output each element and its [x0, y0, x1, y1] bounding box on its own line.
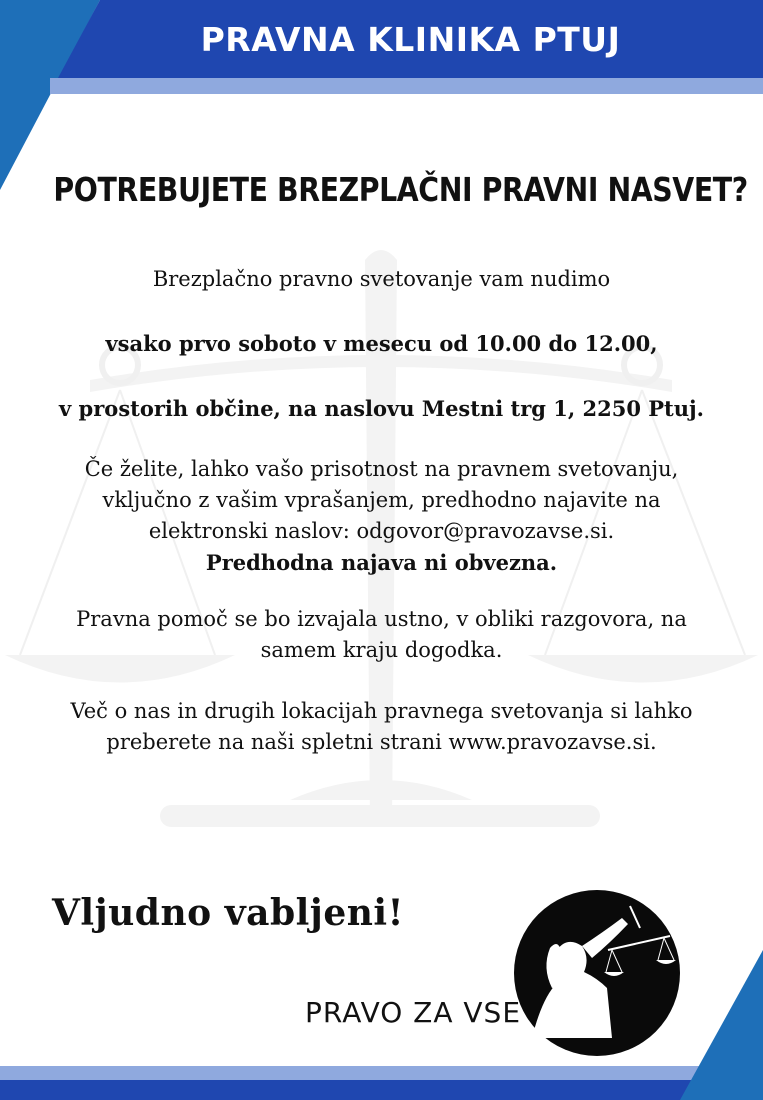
location-text: v prostorih občine, na naslovu Mestni trg 1, 2250 Ptuj. [59, 396, 704, 421]
logo-text: PRAVO ZA VSE [305, 996, 522, 1029]
greeting-text: Vljudno vabljeni! [52, 892, 404, 934]
intro-text: Brezplačno pravno svetovanje vam nudimo [152, 267, 611, 291]
headline: POTREBUJETE BREZPLAČNI PRAVNI NASVET? [53, 170, 748, 209]
reservation-line-3: elektronski naslov: odgovor@pravozavse.si. [148, 519, 615, 543]
more-info-line-2: preberete na naši spletni strani www.pravozavse.si. [106, 730, 657, 754]
corner-decoration-bottom-right [660, 950, 763, 1100]
more-info-paragraph [20, 696, 743, 758]
footer-bar [0, 1080, 763, 1100]
header-stripe [50, 78, 763, 94]
footer-stripe [0, 1066, 763, 1080]
header-title: PRAVNA KLINIKA PTUJ [200, 19, 621, 59]
more-info-line-1: Več o nas in drugih lokacijah pravnega svetovanja si lahko [70, 699, 693, 723]
reservation-line-2: vključno z vašim vprašanjem, predhodno najavite na [102, 488, 661, 512]
reservation-paragraph [20, 454, 743, 578]
pravo-za-vse-logo-icon [512, 888, 682, 1058]
reservation-line-1: Če želite, lahko vašo prisotnost na pravnem svetovanju, [84, 457, 679, 481]
reservation-note: Predhodna najava ni obvezna. [205, 550, 558, 575]
format-paragraph [20, 604, 743, 666]
format-line-1: Pravna pomoč se bo izvajala ustno, v obliki razgovora, na [76, 607, 687, 631]
format-line-2: samem kraju dogodka. [260, 638, 503, 662]
schedule-text: vsako prvo soboto v mesecu od 10.00 do 12.00, [105, 331, 658, 356]
